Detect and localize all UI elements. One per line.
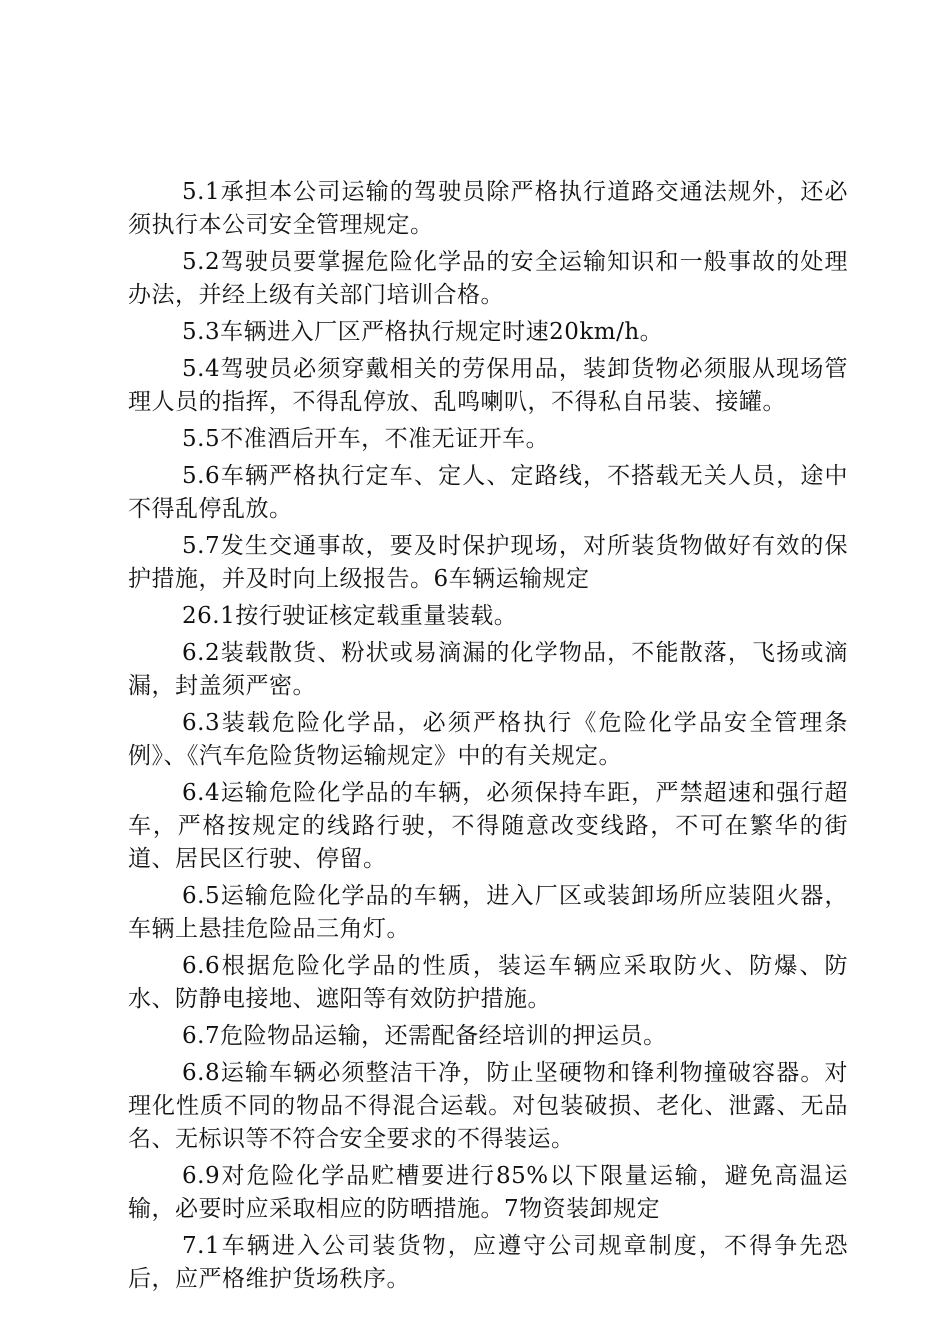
paragraph-5-4: 5.4驾驶员必须穿戴相关的劳保用品，装卸货物必须服从现场管理人员的指挥，不得乱停放、乱鸣喇叭，不得私自吊装、接罐。 <box>128 356 848 415</box>
paragraph-5-3: 5.3车辆进入厂区严格执行规定时速20km/h。 <box>182 319 664 345</box>
paragraph-5-5: 5.5不准酒后开车，不准无证开车。 <box>182 426 550 452</box>
paragraph-6-9: 6.9对危险化学品贮槽要进行85%以下限量运输，避免高温运输，必要时应采取相应的防晒措施。7物资装卸规定 <box>128 1163 848 1222</box>
paragraph-6-5: 6.5运输危险化学品的车辆，进入厂区或装卸场所应装阻火器，车辆上悬挂危险品三角灯。 <box>128 883 848 942</box>
paragraph-5-2: 5.2驾驶员要掌握危险化学品的安全运输知识和一般事故的处理办法，并经上级有关部门培训合格。 <box>128 249 848 308</box>
document-page <box>128 176 848 1296</box>
paragraph-5-6: 5.6车辆严格执行定车、定人、定路线，不搭载无关人员，途中不得乱停乱放。 <box>128 463 848 522</box>
paragraph-6-7: 6.7危险物品运输，还需配备经培训的押运员。 <box>182 1023 667 1049</box>
paragraph-6-2: 6.2装载散货、粉状或易滴漏的化学物品，不能散落，飞扬或滴漏，封盖须严密。 <box>128 640 848 699</box>
paragraph-6-8: 6.8运输车辆必须整洁干净，防止坚硬物和锋利物撞破容器。对理化性质不同的物品不得混合运载。对包装破损、老化、泄露、无品名、无标识等不符合安全要求的不得装运。 <box>128 1060 848 1152</box>
paragraph-5-1: 5.1承担本公司运输的驾驶员除严格执行道路交通法规外，还必须执行本公司安全管理规定。 <box>128 179 848 238</box>
paragraph-7-1: 7.1车辆进入公司装货物，应遵守公司规章制度，不得争先恐后，应严格维护货场秩序。 <box>128 1233 848 1292</box>
paragraph-6-3: 6.3装载危险化学品，必须严格执行《危险化学品安全管理条例》、《汽车危险货物运输规定》中的有关规定。 <box>128 710 848 769</box>
paragraph-6-6: 6.6根据危险化学品的性质，装运车辆应采取防火、防爆、防水、防静电接地、遮阳等有效防护措施。 <box>128 953 848 1012</box>
paragraph-6-1: 26.1按行驶证核定载重量装载。 <box>182 603 518 629</box>
paragraph-5-7: 5.7发生交通事故，要及时保护现场，对所装货物做好有效的保护措施，并及时向上级报告。6车辆运输规定 <box>128 533 848 592</box>
paragraph-6-4: 6.4运输危险化学品的车辆，必须保持车距，严禁超速和强行超车，严格按规定的线路行驶，不得随意改变线路，不可在繁华的街道、居民区行驶、停留。 <box>128 780 848 872</box>
